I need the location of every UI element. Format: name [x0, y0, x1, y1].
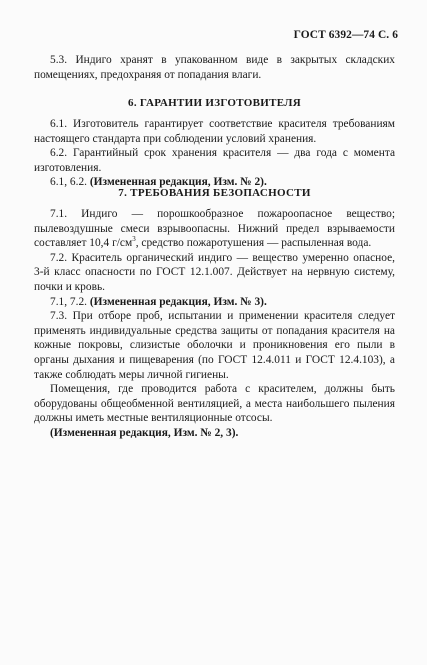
paragraph-7-3: 7.3. При отборе проб, испытании и применении красителя следует применять индивидуальные средства защиты от попадания красителя на кожные покровы, слизистые оболочки и проникновения его пыли в органы дыхания и пищеварения (по ГОСТ 12.4.011 и ГОСТ 12.4.103), а также соблюдать меры личной гигиены.: [34, 310, 395, 381]
paragraph-text: 5.3. Индиго хранят в упакованном виде в закрытых складских помещениях, предохраняя от попадания влаги.: [34, 54, 395, 81]
paragraph-premises: Помещения, где проводится работа с красителем, должны быть оборудованы общеобменной вентиляцией, а места наибольшего пыления должны иметь местные вентиляционные отсосы.: [34, 383, 395, 425]
paragraph-5-3: [34, 53, 395, 82]
amendment-note-7-2: (Измененная редакция, Изм. № 2, 3).: [50, 426, 239, 439]
section-6-body: [34, 117, 395, 190]
amendment-text: (Измененная редакция, Изм. № 2).: [89, 176, 267, 189]
section-7-body: [34, 207, 395, 441]
paragraph-6-1: 6.1. Изготовитель гарантирует соответствие красителя требованиям настоящего стандарта при соблюдении условий хранения.: [34, 118, 395, 145]
amendment-text: (Измененная редакция, Изм. № 3).: [89, 295, 267, 308]
amendment-prefix: 6.1, 6.2.: [50, 176, 90, 189]
paragraph-7-2: 7.2. Краситель органический индиго — вещество умеренно опасное, 3-й класс опасности по ГОСТ 12.1.007. Действует на нервную систему, почки и кровь.: [34, 251, 395, 293]
section-7-title: 7. ТРЕБОВАНИЯ БЕЗОПАСНОСТИ: [118, 187, 311, 199]
paragraph-6-2: 6.2. Гарантийный срок хранения красителя — два года с момента изготовления.: [34, 147, 395, 174]
paragraph-7-1: 7.1. Индиго — порошкообразное пожароопасное вещество; пылевоздушные смеси взрывоопасны. Нижний предел взрываемости составляет 10,4 $г/см^3$, средство пожаротушения — распыленная вода.: [34, 208, 395, 250]
amendment-prefix: 7.1, 7.2.: [50, 295, 90, 308]
section-6-title: 6. ГАРАНТИИ ИЗГОТОВИТЕЛЯ: [128, 97, 301, 109]
amendment-note-7-1: [34, 295, 395, 310]
page-header: ГОСТ 6392—74 С. 6: [293, 29, 398, 41]
